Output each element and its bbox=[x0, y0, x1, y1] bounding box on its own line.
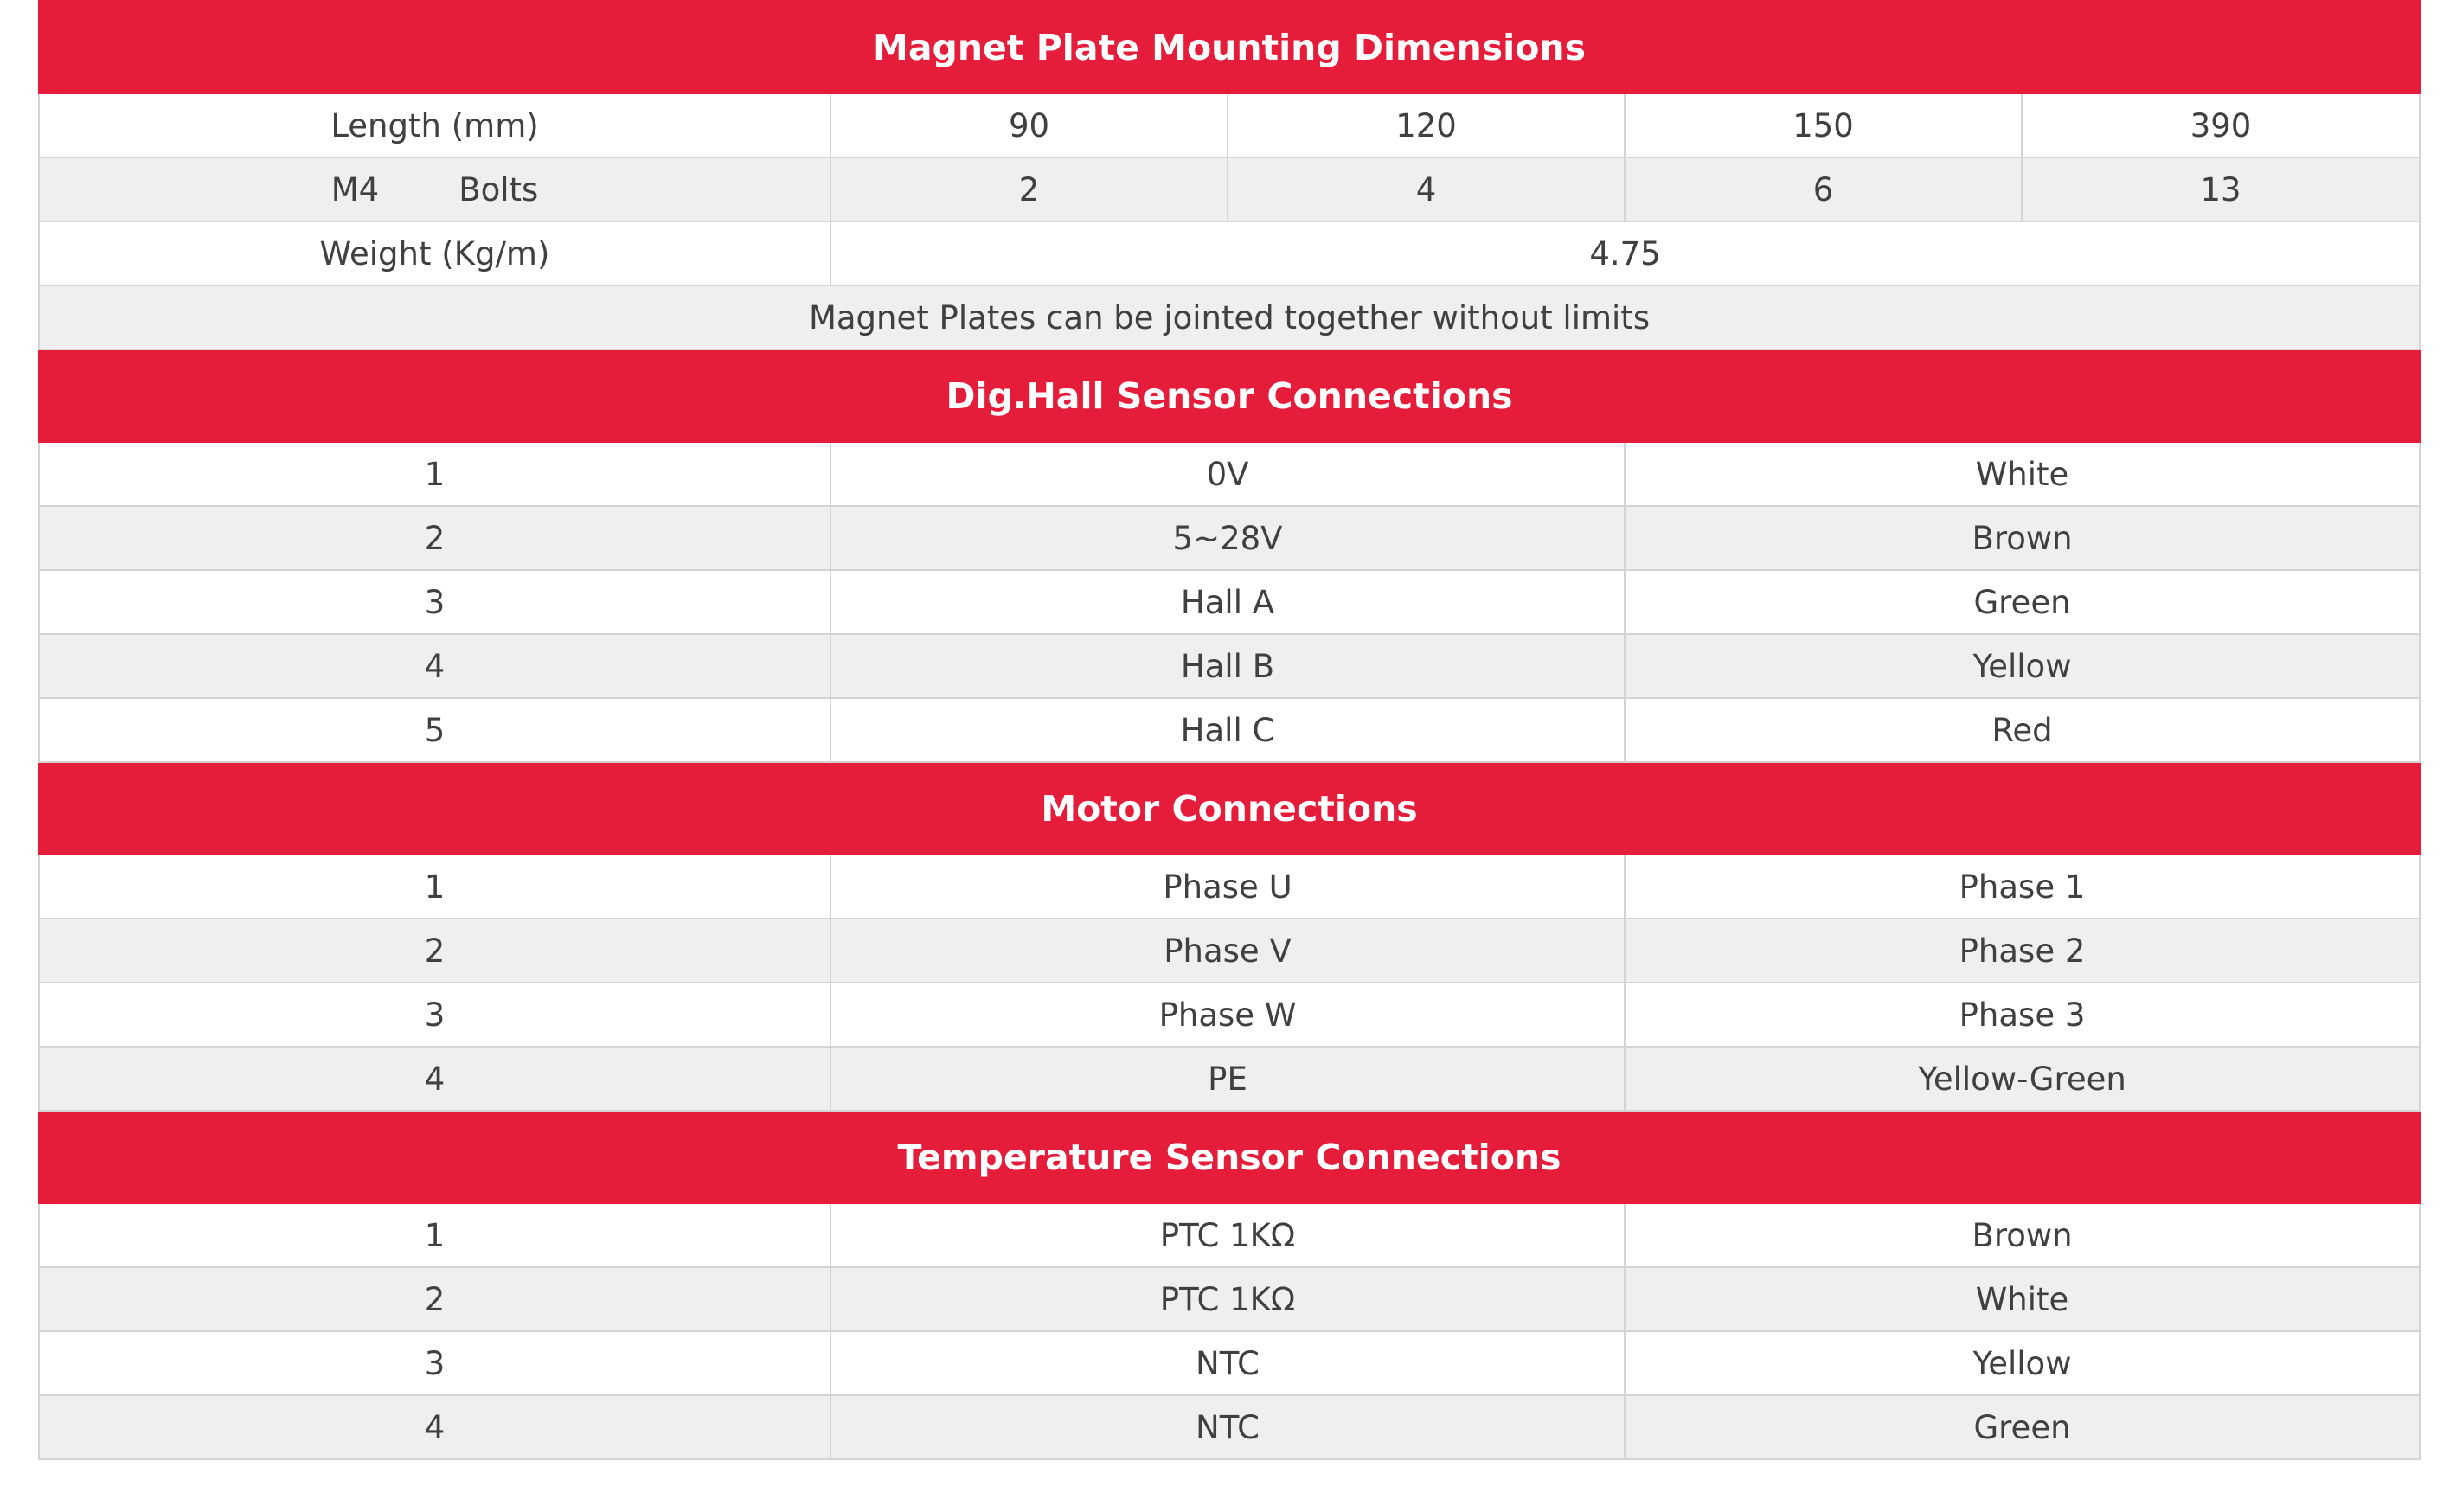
table-row bbox=[39, 983, 2420, 1047]
signal-cell: Hall C bbox=[830, 698, 1625, 762]
pin-cell: 1 bbox=[39, 1203, 830, 1267]
wire-color-cell: White bbox=[1625, 442, 2420, 506]
pin-cell: 4 bbox=[39, 1047, 830, 1111]
wire-color-cell: Red bbox=[1625, 698, 2420, 762]
table-cell: 90 bbox=[830, 93, 1228, 157]
table-cell: 13 bbox=[2022, 157, 2420, 221]
pin-cell: 2 bbox=[39, 919, 830, 983]
section-header-temperature-sensor bbox=[39, 1111, 2420, 1203]
wire-color-cell: Yellow bbox=[1625, 634, 2420, 698]
wire-color-cell: Yellow-Green bbox=[1625, 1047, 2420, 1111]
wire-color-cell: Yellow bbox=[1625, 1331, 2420, 1395]
pin-cell: 5 bbox=[39, 698, 830, 762]
wire-color-cell: White bbox=[1625, 1267, 2420, 1331]
table-row bbox=[39, 1203, 2420, 1267]
row-label-bolts bbox=[39, 157, 830, 221]
table-row-weight bbox=[39, 221, 2420, 285]
signal-cell: Hall A bbox=[830, 570, 1625, 634]
signal-cell: PTC 1KΩ bbox=[830, 1203, 1625, 1267]
table-row bbox=[39, 855, 2420, 919]
table-row bbox=[39, 442, 2420, 506]
table-cell: 2 bbox=[830, 157, 1228, 221]
signal-cell: NTC bbox=[830, 1395, 1625, 1459]
table-row bbox=[39, 1331, 2420, 1395]
signal-cell: Phase V bbox=[830, 919, 1625, 983]
signal-cell: Phase U bbox=[830, 855, 1625, 919]
pin-cell: 3 bbox=[39, 570, 830, 634]
table-row bbox=[39, 698, 2420, 762]
pin-cell: 4 bbox=[39, 634, 830, 698]
table-row bbox=[39, 570, 2420, 634]
pin-cell: 3 bbox=[39, 983, 830, 1047]
table-row-length bbox=[39, 93, 2420, 157]
signal-cell: PE bbox=[830, 1047, 1625, 1111]
pin-cell: 2 bbox=[39, 1267, 830, 1331]
bolts-label: Bolts bbox=[458, 170, 539, 208]
signal-cell: NTC bbox=[830, 1331, 1625, 1395]
signal-cell: 0V bbox=[830, 442, 1625, 506]
section-header-motor bbox=[39, 762, 2420, 855]
pin-cell: 3 bbox=[39, 1331, 830, 1395]
signal-cell: 5~28V bbox=[830, 506, 1625, 570]
wire-color-cell: Phase 1 bbox=[1625, 855, 2420, 919]
wire-color-cell: Phase 3 bbox=[1625, 983, 2420, 1047]
pin-cell: 4 bbox=[39, 1395, 830, 1459]
section-header-magnet-plate bbox=[39, 1, 2420, 93]
pin-cell: 1 bbox=[39, 442, 830, 506]
table-row bbox=[39, 1047, 2420, 1111]
table-row bbox=[39, 1267, 2420, 1331]
table-row bbox=[39, 1395, 2420, 1459]
section-header-hall-sensor bbox=[39, 349, 2420, 442]
row-label-length: Length (mm) bbox=[39, 93, 830, 157]
wire-color-cell: Green bbox=[1625, 1395, 2420, 1459]
bolt-size-label: M4 bbox=[330, 170, 380, 208]
section-title: Temperature Sensor Connections bbox=[39, 1111, 2420, 1203]
table-cell: 150 bbox=[1625, 93, 2022, 157]
row-label-weight: Weight (Kg/m) bbox=[39, 221, 830, 285]
signal-cell: Hall B bbox=[830, 634, 1625, 698]
section-title: Magnet Plate Mounting Dimensions bbox=[39, 1, 2420, 93]
note-text: Magnet Plates can be jointed together without limits bbox=[39, 285, 2420, 349]
table-cell: 4 bbox=[1228, 157, 1625, 221]
section-title: Motor Connections bbox=[39, 762, 2420, 855]
wire-color-cell: Brown bbox=[1625, 506, 2420, 570]
signal-cell: PTC 1KΩ bbox=[830, 1267, 1625, 1331]
specifications-table bbox=[38, 0, 2421, 1460]
weight-value: 4.75 bbox=[830, 221, 2420, 285]
wire-color-cell: Brown bbox=[1625, 1203, 2420, 1267]
pin-cell: 1 bbox=[39, 855, 830, 919]
signal-cell: Phase W bbox=[830, 983, 1625, 1047]
pin-cell: 2 bbox=[39, 506, 830, 570]
table-row-bolts bbox=[39, 157, 2420, 221]
table-cell: 6 bbox=[1625, 157, 2022, 221]
wire-color-cell: Green bbox=[1625, 570, 2420, 634]
table-row bbox=[39, 634, 2420, 698]
table-cell: 390 bbox=[2022, 93, 2420, 157]
wire-color-cell: Phase 2 bbox=[1625, 919, 2420, 983]
table-cell: 120 bbox=[1228, 93, 1625, 157]
table-row bbox=[39, 919, 2420, 983]
table-row bbox=[39, 506, 2420, 570]
table-row-note bbox=[39, 285, 2420, 349]
section-title: Dig.Hall Sensor Connections bbox=[39, 349, 2420, 442]
